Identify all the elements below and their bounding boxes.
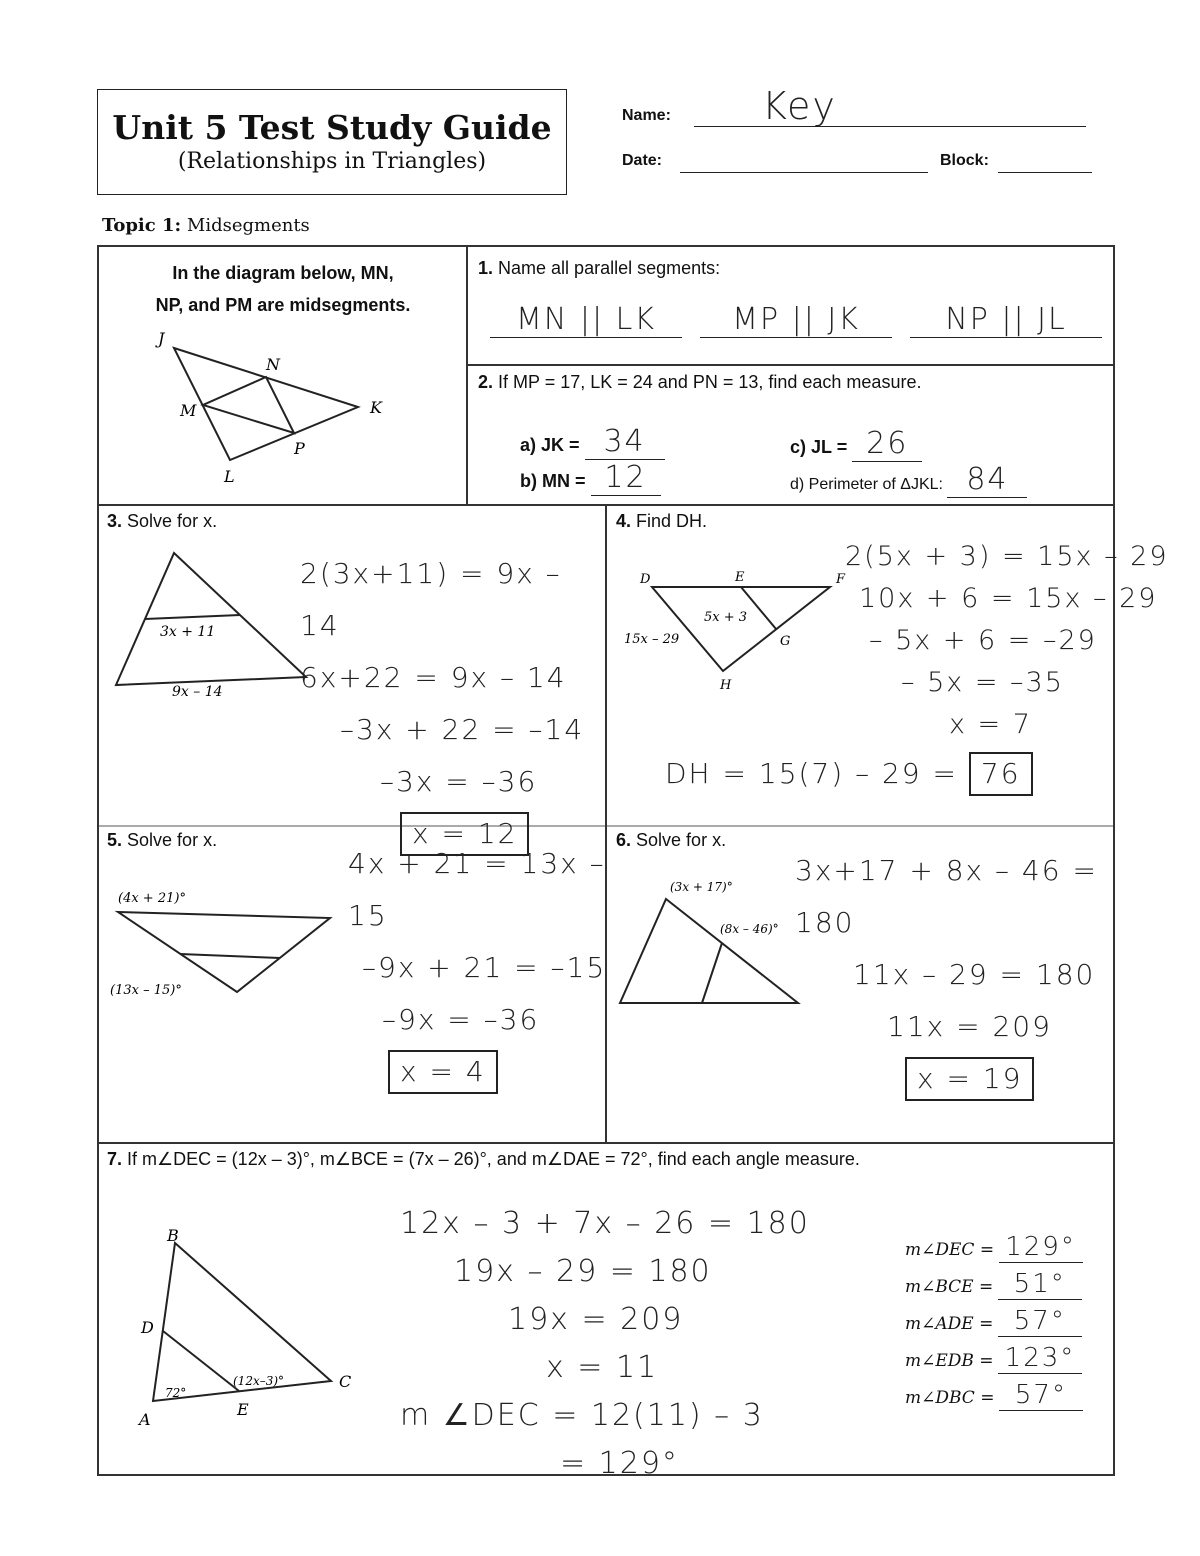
q4-work-5: x = 7 bbox=[949, 709, 1032, 740]
q4-work-3: – 5x + 6 = –29 bbox=[869, 625, 1097, 656]
q4-prompt bbox=[616, 511, 707, 532]
q7-measure-row bbox=[905, 1306, 1105, 1343]
q7-angle-a: 72° bbox=[165, 1386, 187, 1400]
q5-work-3: –9x = –36 bbox=[382, 1003, 540, 1036]
intro-line2: NP, and PM are midsegments. bbox=[155, 295, 411, 315]
q2-b bbox=[520, 460, 661, 496]
q6-mid-label: (8x – 46)° bbox=[720, 922, 779, 936]
q3-base-label: 9x – 14 bbox=[172, 684, 223, 700]
q5-triangle bbox=[118, 912, 330, 992]
q7-work-6: = 129° bbox=[560, 1446, 679, 1481]
q4-label-g: G bbox=[780, 634, 791, 649]
q2-b-value: 12 bbox=[591, 460, 661, 496]
q6-work bbox=[795, 845, 1110, 1105]
q4-work-1: 2(5x + 3) = 15x – 29 bbox=[845, 541, 1169, 572]
q4-mid-label: 5x + 3 bbox=[704, 610, 748, 625]
topic-heading bbox=[102, 215, 310, 236]
title-box bbox=[97, 89, 567, 195]
grid-row4 bbox=[97, 1142, 1115, 1144]
midsegment-diagram bbox=[140, 330, 400, 490]
q5-midsegment bbox=[180, 954, 280, 958]
q4-work-2: 10x + 6 = 15x – 29 bbox=[859, 583, 1158, 614]
q2-d bbox=[790, 462, 1027, 498]
q7-measure-3-value: 57° bbox=[998, 1306, 1082, 1337]
q6-diagram bbox=[614, 875, 804, 1010]
q7-label-c: C bbox=[339, 1372, 352, 1391]
q5-work bbox=[348, 838, 608, 1098]
q5-work-2: –9x + 21 = –15 bbox=[362, 951, 607, 984]
grid-left bbox=[97, 245, 99, 1475]
q1-text: Name all parallel segments: bbox=[498, 258, 721, 278]
q3-triangle bbox=[116, 553, 306, 685]
q6-work-1: 3x+17 + 8x – 46 = 180 bbox=[795, 854, 1098, 939]
q7-prompt bbox=[107, 1149, 860, 1170]
q5-prompt bbox=[107, 830, 217, 851]
q6-top-label: (3x + 17)° bbox=[670, 880, 733, 894]
q6-prompt bbox=[616, 830, 726, 851]
q6-number: 6. bbox=[616, 830, 632, 850]
q7-measure-row bbox=[905, 1269, 1105, 1306]
q7-label-e: E bbox=[237, 1400, 249, 1419]
q1-prompt bbox=[478, 258, 720, 279]
q5-top-label: (4x + 21)° bbox=[118, 891, 186, 906]
q2-a-value: 34 bbox=[585, 424, 665, 460]
q7-measure-row bbox=[905, 1232, 1105, 1269]
intro-line1: In the diagram below, MN, bbox=[172, 263, 394, 283]
q4-work bbox=[845, 536, 1169, 746]
q7-work-1: 12x – 3 + 7x – 26 = 180 bbox=[400, 1206, 810, 1241]
q3-midsegment bbox=[145, 615, 240, 619]
q7-measure-1-value: 129° bbox=[999, 1232, 1083, 1263]
q7-diagram bbox=[135, 1225, 365, 1435]
q7-work-2: 19x – 29 = 180 bbox=[454, 1254, 712, 1289]
q2-c-value: 26 bbox=[852, 426, 922, 462]
q6-answer: x = 19 bbox=[905, 1057, 1034, 1101]
grid-top bbox=[97, 245, 1115, 247]
q7-label-b: B bbox=[167, 1226, 179, 1245]
q6-text: Solve for x. bbox=[636, 830, 727, 850]
q6-midsegment bbox=[702, 943, 722, 1003]
q3-mid-label: 3x + 11 bbox=[160, 624, 216, 640]
name-value: Key bbox=[762, 84, 837, 128]
q2-d-label: d) Perimeter of ΔJKL: bbox=[790, 476, 943, 493]
q3-number: 3. bbox=[107, 511, 123, 531]
q2-number: 2. bbox=[478, 372, 494, 392]
label-n: N bbox=[266, 355, 280, 374]
q2-a bbox=[520, 424, 665, 460]
label-k: K bbox=[370, 398, 382, 417]
q3-answer: x = 12 bbox=[400, 812, 529, 856]
q7-measure-1-label: m∠DEC = bbox=[905, 1240, 995, 1260]
q7-label-d: D bbox=[141, 1318, 154, 1337]
q1-answer-3: NP || JL bbox=[910, 302, 1102, 338]
q7-text: If m∠DEC = (12x – 3)°, m∠BCE = (7x – 26)°, and m∠DAE = 72°, find each angle measure. bbox=[127, 1149, 860, 1169]
q7-measure-5-value: 57° bbox=[999, 1380, 1083, 1411]
q2-c bbox=[790, 426, 922, 462]
q6-triangle bbox=[620, 899, 798, 1003]
q7-work-3: 19x = 209 bbox=[508, 1302, 684, 1337]
q5-text: Solve for x. bbox=[127, 830, 218, 850]
q3-diagram bbox=[110, 545, 310, 705]
q4-side-label: 15x – 29 bbox=[624, 632, 680, 647]
q2-a-label: a) JK = bbox=[520, 435, 580, 455]
q6-work-2: 11x – 29 = 180 bbox=[853, 958, 1096, 991]
q4-work-4: – 5x = –35 bbox=[901, 667, 1064, 698]
q5-work-1: 4x + 21 = 13x – 15 bbox=[348, 847, 606, 932]
q4-text: Find DH. bbox=[636, 511, 708, 531]
q1-number: 1. bbox=[478, 258, 494, 278]
page-title: Unit 5 Test Study Guide bbox=[112, 108, 552, 147]
label-m: M bbox=[180, 401, 197, 420]
block-label: Block: bbox=[940, 152, 989, 169]
q2-d-value: 84 bbox=[947, 462, 1027, 498]
q4-label-f: F bbox=[836, 572, 846, 587]
q4-final bbox=[665, 752, 1033, 796]
q1-answer-2: MP || JK bbox=[700, 302, 892, 338]
triangle-mnp bbox=[203, 377, 294, 433]
q4-label-e: E bbox=[735, 570, 745, 585]
q3-work-3: –3x + 22 = –14 bbox=[340, 713, 585, 746]
page-subtitle: (Relationships in Triangles) bbox=[177, 149, 487, 174]
q3-work-2: 6x+22 = 9x – 14 bbox=[300, 661, 567, 694]
q4-label-d: D bbox=[640, 572, 651, 587]
label-p: P bbox=[294, 439, 305, 458]
q2-c-label: c) JL = bbox=[790, 437, 848, 457]
q5-answer: x = 4 bbox=[388, 1050, 498, 1094]
q4-final-line: DH = 15(7) – 29 = bbox=[665, 757, 958, 790]
name-field[interactable] bbox=[694, 84, 1086, 128]
label-l: L bbox=[224, 467, 235, 486]
q7-work bbox=[400, 1200, 820, 1488]
q7-work-4: x = 11 bbox=[546, 1350, 659, 1385]
q7-measure-4-label: m∠EDB = bbox=[905, 1351, 994, 1371]
q7-measures bbox=[905, 1232, 1105, 1417]
q3-text: Solve for x. bbox=[127, 511, 218, 531]
q5-bottom-label: (13x – 15)° bbox=[110, 983, 182, 998]
q7-measure-3-label: m∠ADE = bbox=[905, 1314, 994, 1334]
q4-triangle bbox=[652, 587, 830, 671]
topic-name: Midsegments bbox=[186, 215, 310, 236]
q1-answer-1: MN || LK bbox=[490, 302, 682, 338]
grid-q1-q2 bbox=[467, 364, 1115, 366]
q2-b-label: b) MN = bbox=[520, 471, 586, 491]
q3-work-4: –3x = –36 bbox=[380, 765, 538, 798]
label-j: J bbox=[158, 330, 165, 348]
q7-measure-2-label: m∠BCE = bbox=[905, 1277, 994, 1297]
grid-mid-top bbox=[466, 245, 468, 505]
q4-number: 4. bbox=[616, 511, 632, 531]
q7-measure-2-value: 51° bbox=[998, 1269, 1082, 1300]
q3-work bbox=[300, 548, 600, 860]
date-label: Date: bbox=[622, 152, 663, 169]
date-field[interactable] bbox=[680, 150, 928, 173]
q7-number: 7. bbox=[107, 1149, 123, 1169]
q7-midsegment bbox=[163, 1331, 239, 1391]
q7-measure-row bbox=[905, 1380, 1105, 1417]
q7-measure-5-label: m∠DBC = bbox=[905, 1388, 995, 1408]
name-label: Name: bbox=[622, 107, 671, 124]
grid-right bbox=[1113, 245, 1115, 1475]
q2-text: If MP = 17, LK = 24 and PN = 13, find each measure. bbox=[498, 372, 922, 392]
q1-answers bbox=[490, 302, 1102, 338]
q7-angle-e: (12x–3)° bbox=[233, 1374, 285, 1388]
topic-label: Topic 1: bbox=[102, 215, 182, 236]
block-field[interactable] bbox=[998, 150, 1092, 173]
q4-diagram bbox=[620, 565, 850, 695]
q6-work-3: 11x = 209 bbox=[887, 1010, 1052, 1043]
q7-measure-row bbox=[905, 1343, 1105, 1380]
q7-label-a: A bbox=[139, 1410, 151, 1429]
q2-prompt bbox=[478, 372, 921, 393]
q5-diagram bbox=[110, 882, 340, 1002]
q5-number: 5. bbox=[107, 830, 123, 850]
q3-work-1: 2(3x+11) = 9x – 14 bbox=[300, 557, 562, 642]
intro-text bbox=[108, 257, 458, 321]
q3-prompt bbox=[107, 511, 217, 532]
q4-label-h: H bbox=[720, 678, 732, 693]
q4-answer: 76 bbox=[969, 752, 1033, 796]
q7-measure-4-value: 123° bbox=[998, 1343, 1082, 1374]
q7-work-5: m ∠DEC = 12(11) – 3 bbox=[400, 1398, 764, 1433]
